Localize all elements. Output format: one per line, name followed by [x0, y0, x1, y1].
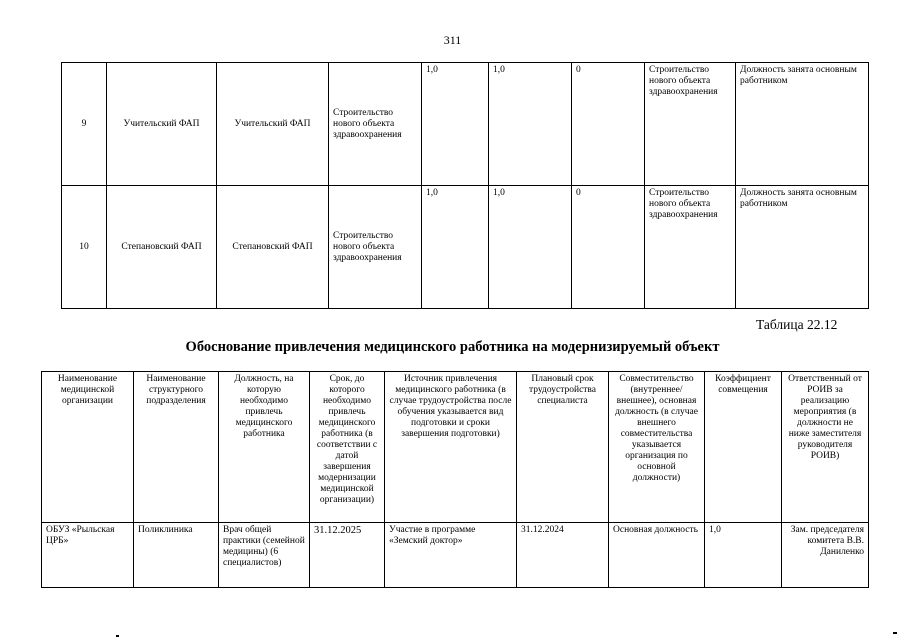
- responsible: Зам. председателя комитета В.В. Даниленко: [782, 523, 869, 588]
- value-2: 1,0: [489, 186, 572, 309]
- table-row: [62, 186, 869, 309]
- row-number: 10: [62, 186, 107, 309]
- deadline-date: 31.12.2025: [310, 523, 385, 588]
- header-cell: Ответственный от РОИВ за реализацию мероприятия (в должности не ниже заместителя руководителя РОИВ): [782, 372, 869, 523]
- reason-2: Строительство нового объекта здравоохранения: [645, 186, 736, 309]
- header-cell: Срок, до которого необходимо привлечь медицинского работника (в соответствии с датой завершения модернизации медицинской организации): [310, 372, 385, 523]
- reason: Строительство нового объекта здравоохранения: [329, 63, 422, 186]
- header-cell: Должность, на которую необходимо привлечь медицинского работника: [219, 372, 310, 523]
- header-row: [42, 372, 869, 523]
- position: Врач общей практики (семейной медицины) (6 специалистов): [219, 523, 310, 588]
- source: Участие в программе «Земский доктор»: [385, 523, 517, 588]
- status: Должность занята основным работником: [736, 186, 869, 309]
- page-number: 311: [443, 33, 462, 47]
- header-cell: Плановый срок трудоустройства специалиста: [517, 372, 609, 523]
- header-cell: Совместительство (внутреннее/внешнее), основная должность (в случае внешнего совместительства указывается организация по основной должности): [609, 372, 705, 523]
- header-cell: Источник привлечения медицинского работника (в случае трудоустройства после обучения указывается вид подготовки и сроки завершения подготовки): [385, 372, 517, 523]
- unit-name: Учительский ФАП: [217, 63, 329, 186]
- table-title: Обоснование привлечения медицинского работника на модернизируемый объект: [185, 339, 720, 355]
- unit-name: Поликлиника: [134, 523, 219, 588]
- value-1: 1,0: [422, 186, 489, 309]
- value-1: 1,0: [422, 63, 489, 186]
- continuation-table: [61, 62, 869, 309]
- planned-date: 31.12.2024: [517, 523, 609, 588]
- table-row: [62, 63, 869, 186]
- justification-table: [41, 371, 869, 588]
- unit-name: Степановский ФАП: [217, 186, 329, 309]
- table-caption: Таблица 22.12: [756, 317, 838, 332]
- reason-2: Строительство нового объекта здравоохранения: [645, 63, 736, 186]
- header-cell: Коэффициент совмещения: [705, 372, 782, 523]
- header-cell: Наименование структурного подразделения: [134, 372, 219, 523]
- value-3: 0: [572, 186, 645, 309]
- scan-mark: [116, 635, 119, 637]
- org-name: ОБУЗ «Рыльская ЦРБ»: [42, 523, 134, 588]
- scan-mark: [893, 632, 897, 634]
- coefficient: 1,0: [705, 523, 782, 588]
- status: Должность занята основным работником: [736, 63, 869, 186]
- value-3: 0: [572, 63, 645, 186]
- reason: Строительство нового объекта здравоохранения: [329, 186, 422, 309]
- value-2: 1,0: [489, 63, 572, 186]
- combination: Основная должность: [609, 523, 705, 588]
- org-name: Степановский ФАП: [107, 186, 217, 309]
- header-cell: Наименование медицинской организации: [42, 372, 134, 523]
- org-name: Учительский ФАП: [107, 63, 217, 186]
- table-row: [42, 523, 869, 588]
- row-number: 9: [62, 63, 107, 186]
